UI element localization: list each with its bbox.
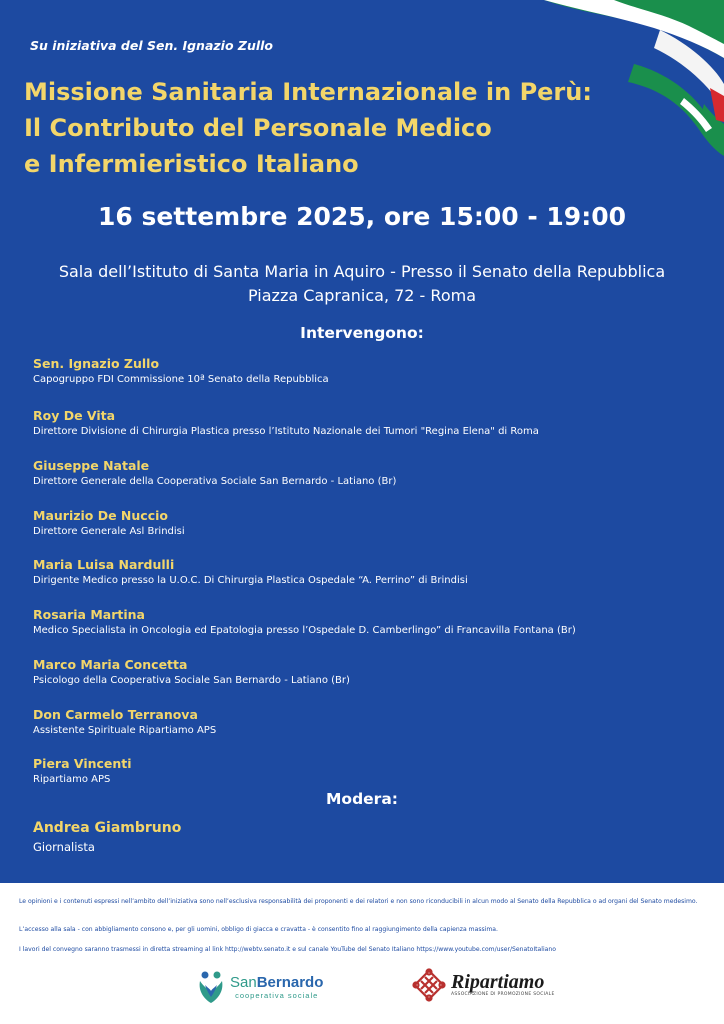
speaker-entry — [33, 656, 713, 689]
speaker-name: Rosaria Martina — [33, 607, 145, 622]
speaker-entry — [33, 407, 713, 440]
speaker-entry — [33, 606, 713, 639]
speaker-name: Maria Luisa Nardulli — [33, 557, 175, 572]
event-title-line: Missione Sanitaria Internazionale in Perù: — [24, 78, 592, 106]
footer — [0, 883, 724, 1024]
event-title — [24, 74, 644, 182]
speaker-name: Roy De Vita — [33, 408, 116, 423]
speaker-role: Dirigente Medico presso la U.O.C. Di Chirurgia Plastica Ospedale “A. Perrino” di Brindisi — [33, 575, 468, 586]
event-title-line: Il Contributo del Personale Medico — [24, 114, 492, 142]
speaker-name: Marco Maria Concetta — [33, 657, 188, 672]
speaker-name: Maurizio De Nuccio — [33, 508, 168, 523]
ripartiamo-subtitle: ASSOCIAZIONE DI PROMOZIONE SOCIALE — [451, 992, 555, 997]
speaker-entry — [33, 755, 713, 788]
speaker-entry — [33, 706, 713, 739]
speaker-entry — [33, 556, 713, 589]
speaker-entry — [33, 457, 713, 490]
speaker-name: Giuseppe Natale — [33, 458, 150, 473]
moderator-heading: Modera: — [326, 790, 398, 808]
speaker-role: Medico Specialista in Oncologia ed Epatologia presso l’Ospedale D. Camberlingo” di Francavilla Fontana (Br) — [33, 625, 576, 636]
dress-code-note: L’accesso alla sala - con abbigliamento consono e, per gli uomini, obbligo di giacca e cravatta - è consentito fino al raggiungimento della capienza massima. — [19, 926, 498, 933]
speaker-name: Piera Vincenti — [33, 756, 132, 771]
disclaimer-note: Le opinioni e i contenuti espressi nell’ambito dell’iniziativa sono nell’esclusiva responsabilità dei proponenti e dei relatori e non sono riconducibili in alcun modo al Senato della Repubblica o ad organi del Senato medesimo. — [19, 898, 698, 905]
venue-line: Sala dell’Istituto di Santa Maria in Aquiro - Presso il Senato della Repubblica — [58, 262, 666, 281]
speaker-entry — [33, 507, 713, 540]
sanbernardo-logo — [196, 967, 323, 1007]
ripartiamo-name: Ripartiamo — [451, 971, 545, 993]
ripartiamo-knot-icon — [411, 967, 447, 1003]
speaker-role: Direttore Divisione di Chirurgia Plastica presso l’Istituto Nazionale dei Tumori "Regina Elena" di Roma — [33, 426, 539, 437]
venue-line: Piazza Capranica, 72 - Roma — [248, 286, 476, 305]
sanbernardo-name: SanBernardo — [230, 973, 324, 991]
sanbernardo-subtitle: cooperativa sociale — [235, 990, 319, 1000]
speaker-role: Ripartiamo APS — [33, 774, 111, 785]
event-title-line: e Infermieristico Italiano — [24, 150, 359, 178]
event-date: 16 settembre 2025, ore 15:00 - 19:00 — [97, 202, 626, 231]
ripartiamo-logo — [411, 967, 555, 1003]
speaker-entry — [33, 355, 713, 388]
speaker-role: Psicologo della Cooperativa Sociale San Bernardo - Latiano (Br) — [33, 675, 350, 686]
initiative-credit: Su iniziativa del Sen. Ignazio Zullo — [30, 38, 274, 53]
moderator-role: Giornalista — [33, 840, 95, 854]
speaker-name: Don Carmelo Terranova — [33, 707, 198, 722]
event-venue — [0, 260, 724, 308]
speaker-role: Direttore Generale Asl Brindisi — [33, 526, 185, 537]
speaker-role: Assistente Spirituale Ripartiamo APS — [33, 725, 217, 736]
moderator-entry — [33, 818, 713, 856]
streaming-note: I lavori del convegno saranno trasmessi in diretta streaming al link http://webtv.senato.it e sul canale YouTube del Senato Italiano https://www.youtube.com/user/SenatoItaliano — [19, 946, 556, 953]
speaker-role: Capogruppo FDI Commissione 10ª Senato della Repubblica — [33, 374, 329, 385]
speakers-heading: Intervengono: — [300, 324, 424, 342]
sanbernardo-emblem-icon — [196, 967, 226, 1007]
speaker-role: Direttore Generale della Cooperativa Sociale San Bernardo - Latiano (Br) — [33, 476, 397, 487]
speaker-name: Sen. Ignazio Zullo — [33, 356, 160, 371]
moderator-name: Andrea Giambruno — [33, 820, 182, 836]
